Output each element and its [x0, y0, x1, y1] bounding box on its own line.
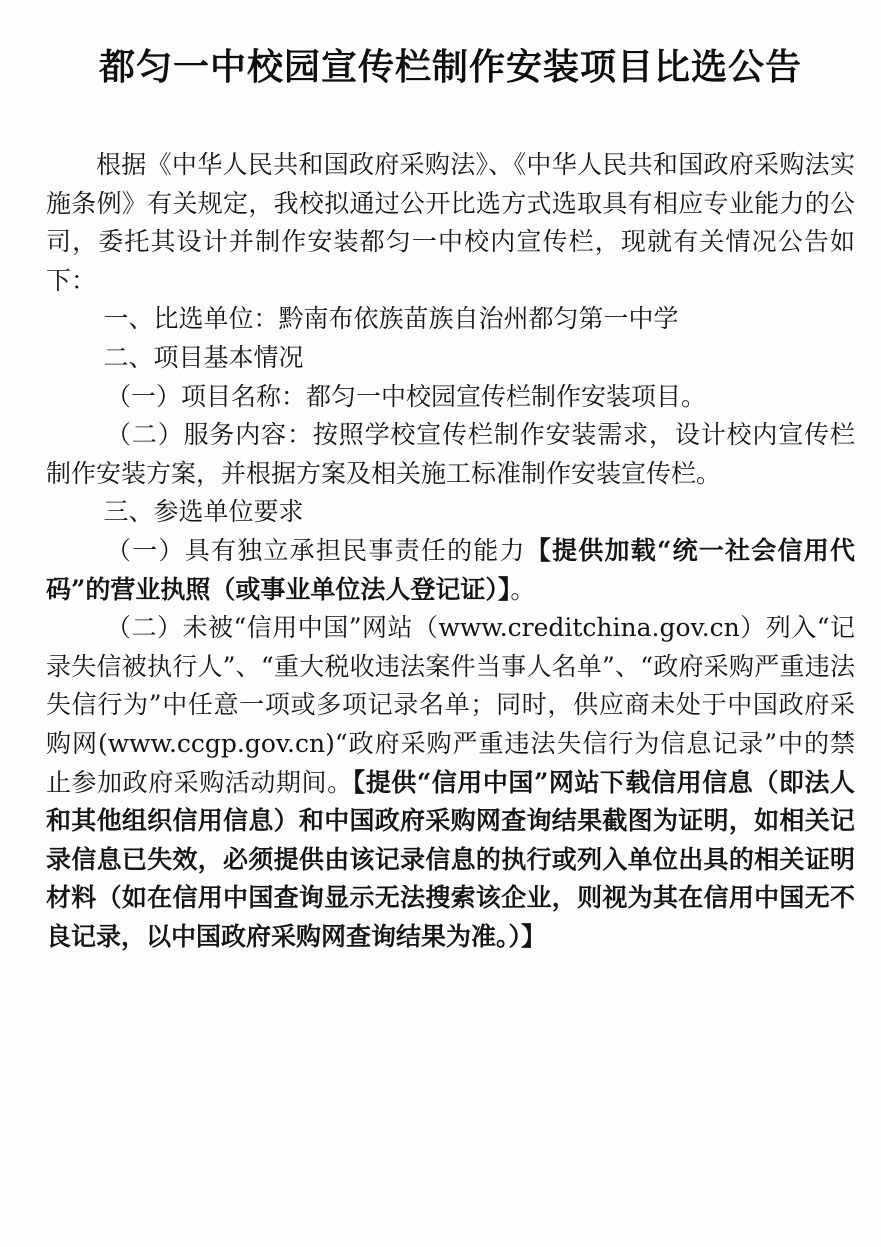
intro-paragraph: 根据《中华人民共和国政府采购法》、《中华人民共和国政府采购法实施条例》有关规定，我校拟通过公开比选方式选取具有相应专业能力的公司，委托其设计并制作安装都匀一中校内宣传栏，现就有关情况公告如下： — [46, 150, 855, 295]
document-title: 都匀一中校园宣传栏制作安装项目比选公告 — [98, 47, 802, 88]
section-2-heading: 二、项目基本情况 — [103, 342, 304, 372]
section-2-item-1-project-name: （一）项目名称：都匀一中校园宣传栏制作安装项目。 — [106, 381, 707, 411]
section-3-heading: 三、参选单位要求 — [103, 497, 304, 527]
section-3-item-1-civil-liability — [46, 532, 855, 609]
section-3-item-1-end: 。 — [510, 574, 536, 604]
section-3-item-1-note: 【提供加载“统一社会信用代码”的营业执照（或事业单位法人登记证）】 — [46, 535, 855, 604]
section-3-item-2-credit-record — [46, 609, 855, 956]
section-3-item-1-text: （一）具有独立承担民事责任的能力 — [106, 535, 526, 565]
document-body — [46, 146, 855, 956]
section-1-selecting-unit: 一、比选单位：黔南布依族苗族自治州都匀第一中学 — [103, 304, 679, 334]
section-2-item-2-service-content: （二）服务内容：按照学校宣传栏制作安装需求，设计校内宣传栏制作安装方案，并根据方案及相关施工标准制作安装宣传栏。 — [46, 420, 855, 488]
section-3-item-2-text: （二）未被“信用中国”网站（www.creditchina.gov.cn）列入“记录失信被执行人”、“重大税收违法案件当事人名单”、“政府采购严重违法失信行为”中任意一项或多项记录名单；同时，供应商未处于中国政府采购网(www.ccgp.gov.cn)“政府采购严重违法失信行为信息记录”中的禁止参加政府采购活动期间。 — [46, 613, 855, 797]
section-3-item-2-note: 【提供“信用中国”网站下载信用信息（即法人和其他组织信用信息）和中国政府采购网查询结果截图为证明，如相关记录信息已失效，必须提供由该记录信息的执行或列入单位出具的相关证明材料（如在信用中国查询显示无法搜索该企业，则视为其在信用中国无不良记录，以中国政府采购网查询结果为准。）】 — [46, 767, 855, 951]
